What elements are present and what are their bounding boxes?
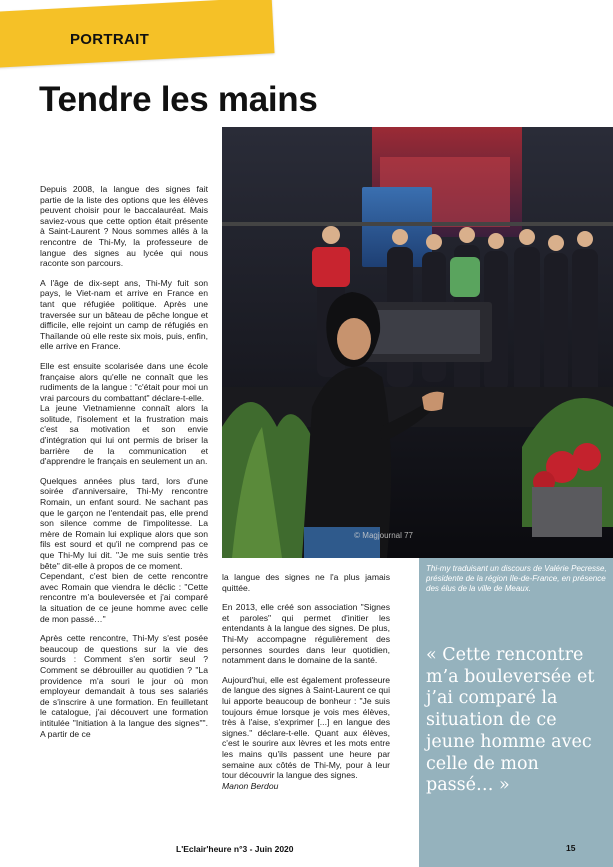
article-paragraph: La jeune Vietnamienne connaît alors la solitude, l'isolement et la frustration mais c'est sa motivation et son envie d'intégration qui lui ont permis de briser la barrière de la communication et d'apprendre le français en seulement un an.: [40, 403, 208, 467]
article-paragraph: Elle est ensuite scolarisée dans une école française alors qu'elle ne connaît que les rudiments de la langue : "c'était pour moi un vrai parcours du combattant" déclare-t-elle.: [40, 360, 208, 403]
article-headline: Tendre les mains: [39, 80, 318, 119]
article-paragraph: A l'âge de dix-sept ans, Thi-My fuit son pays, le Viet-nam et arrive en France en tant que réfugiée politique. Après une traversée sur un bâteau de pêche longue et difficile, elle rejoint un camp de réfugiés en Thaïlande où elle reste six mois, puis, enfin, elle arrive en France.: [40, 277, 208, 352]
article-paragraph: Cependant, c'est bien de cette rencontre avec Romain que viendra le déclic : "Cette rencontre m'a bouleversée et j'ai comparé la situation de ce jeune homme avec celle de mon passé…": [40, 571, 208, 624]
article-paragraph: Après cette rencontre, Thi-My s'est posée beaucoup de questions sur la vie des sourds : Comment s'en sortir seul ? Comment se débrouiller au quotidien ? "La providence m'a souri le jour où mon employeur demandait à tous ses salariés de s'inscrire à une formation. En feuilletant le catalogue, j'ai découvert une formation intitulée "Initiation à la langue des signes"". A partir de ce: [40, 633, 208, 739]
article-column-right: [222, 572, 390, 800]
author-signature: Manon Berdou: [222, 780, 279, 791]
article-photo: [222, 127, 613, 558]
pull-quote: « Cette rencontre m’a bouleversée et j’ai comparé la situation de ce jeune homme avec celle de mon passé… »: [426, 645, 595, 796]
section-label: PORTRAIT: [70, 31, 150, 48]
article-paragraph: Aujourd'hui, elle est également professeure de langue des signes à Saint-Laurent ce qui lui apporte beaucoup de bonheur : "Je suis toujours émue lorsque je vois mes élèves, très à l'aise, s'exprimer [...] en langue des signes." déclare-t-elle. Quant aux élèves, c'est le sourire aux lèvres et les mots entre les mains qu'ils passent une heure par semaine aux côtés de Thi-My, pour à leur tour découvrir la langue des signes.: [222, 674, 390, 781]
page-number: 15: [566, 843, 576, 853]
article-column-left: [40, 184, 208, 748]
photo-credit: © Magjournal 77: [354, 531, 413, 540]
article-paragraph: En 2013, elle créé son association "Signes et paroles" qui permet d'initier les entendants à la langue des signes. De plus, Thi-My accompagne régulièrement des personnes sourdes dans leur quotidien, notamment dans le domaine de la santé.: [222, 602, 390, 666]
footer-publication: L'Eclair'heure n°3 - Juin 2020: [176, 844, 294, 854]
article-paragraph: Depuis 2008, la langue des signes fait partie de la liste des options que les élèves peuvent choisir pour le baccalauréat. Mais saviez-vous que cette option était présente à Saint-Laurent ? Nous sommes allés à la rencontre de Thi-My, la professeure de langue des signes au lycée qui nous raconte son parcours.: [40, 184, 208, 269]
article-paragraph: Quelques années plus tard, lors d'une soirée d'anniversaire, Thi-My rencontre Romain, un enfant sourd. Ne sachant pas que le garçon ne l'entendait pas, elle prend son silence comme de l'impolitesse. La mère de Romain lui explique alors que son fils est sourd et qu'il ne comprend pas ce que Thi-My lui dit. "Je me suis sentie très bête" dit-elle à propos de ce moment.: [40, 475, 208, 571]
photo-caption: Thi-my traduisant un discours de Valérie Pecresse, présidente de la région Ile-de-France, en présence des élus de la ville de Meaux.: [426, 564, 607, 593]
stage-scene-illustration: [222, 127, 613, 558]
article-paragraph: la langue des signes ne l'a plus jamais quittée.: [222, 572, 390, 593]
